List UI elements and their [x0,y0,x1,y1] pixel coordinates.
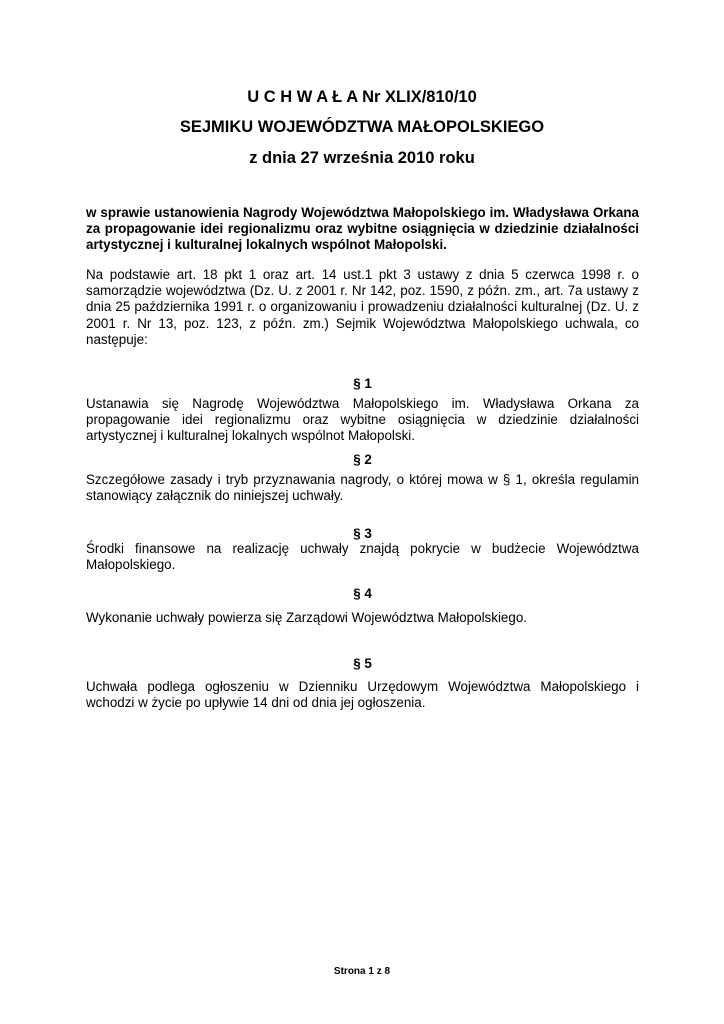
paragraph-text-4: Wykonanie uchwały powierza się Zarządowi Województwa Małopolskiego. [86,610,527,625]
issuing-body: SEJMIKU WOJEWÓDZTWA MAŁOPOLSKIEGO [179,118,545,136]
paragraph-heading-3: § 3 [353,526,372,541]
paragraph-text-3: Środki finansowe na realizację uchwały znajdą pokrycie w budżecie Województwa Małopolskiego. [86,541,639,573]
resolution-title: U C H W A Ł A Nr XLIX/810/10 [247,88,477,106]
legal-basis: Na podstawie art. 18 pkt 1 oraz art. 14 ust.1 pkt 3 ustawy z dnia 5 czerwca 1998 r. o samorządzie województwa (Dz. U. z 2001 r. Nr 142, poz. 1590, z późn. zm., art. 7a ustawy z dnia 25 października 1991 r. o organizowaniu i prowadzeniu działalności kulturalnej (Dz. U. z 2001 r. Nr 13, poz. 123, z późn. zm.) Sejmik Województwa Małopolskiego uchwala, co następuje: [86,267,639,347]
resolution-subject: w sprawie ustanowienia Nagrody Województwa Małopolskiego im. Władysława Orkana za propagowanie idei regionalizmu oraz wybitne osiągnięcia w dziedzinie działalności artystycznej i kulturalnej lokalnych wspólnot Małopolski. [86,205,639,253]
paragraph-text-5: Uchwała podlega ogłoszeniu w Dzienniku Urzędowym Województwa Małopolskiego i wchodzi w życie po upływie 14 dni od dnia jej ogłoszenia. [86,679,639,711]
paragraph-heading-5: § 5 [353,656,372,671]
paragraph-heading-2: § 2 [353,452,372,467]
paragraph-text-1: Ustanawia się Nagrodę Województwa Małopolskiego im. Władysława Orkana za propagowanie idei regionalizmu oraz wybitne osiągnięcia w dziedzinie działalności artystycznej i kulturalnej lokalnych wspólnot Małopolski. [86,396,639,444]
page-number-footer: Strona 1 z 8 [333,966,391,977]
paragraph-heading-4: § 4 [353,586,372,601]
paragraph-heading-1: § 1 [353,376,372,391]
paragraph-text-2: Szczegółowe zasady i tryb przyznawania nagrody, o której mowa w § 1, określa regulamin stanowiący załącznik do niniejszej uchwały. [86,472,639,504]
resolution-date: z dnia 27 września 2010 roku [249,149,475,167]
